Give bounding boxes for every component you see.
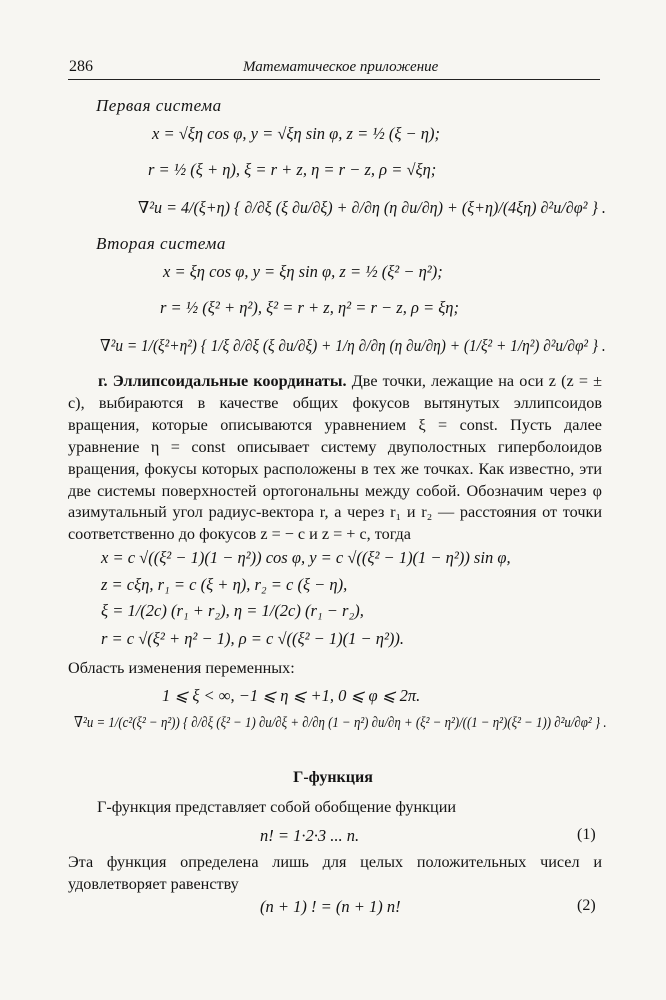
first-system-label: Первая система — [96, 96, 222, 115]
second-system-formula-1: x = ξη cos φ, y = ξη sin φ, z = ½ (ξ² − η²); — [163, 262, 443, 281]
first-system-formula-2: r = ½ (ξ + η), ξ = r + z, η = r − z, ρ = √ξη; — [148, 160, 437, 179]
variable-range: 1 ⩽ ξ < ∞, −1 ⩽ η ⩽ +1, 0 ⩽ φ ⩽ 2π. — [162, 686, 421, 705]
equation-number-2: (2) — [577, 897, 596, 914]
ellipsoidal-text: Две точки, лежащие на оси z (z = ± c), выбираются в качестве общих фокусов вытянутых эллипсоидов вращения, которые описываются уравнением ξ = const. Пусть далее уравнение η = const описывает систему двуполостных гиперболоидов вращения, фокусы которых расположены в тех же точках. Как известно, эти две системы поверхностей ортогональны между собой. Обозначим через φ азимутальный угол радиус-вектора r, а через r₁ и r₂ — расстояния от точки соответственно до фокусов z = − c и z = + c, тогда — [68, 372, 603, 544]
second-system-label: Вторая система — [96, 234, 226, 253]
gamma-paragraph: Эта функция определена лишь для целых положительных чисел и удовлетворяет равенству — [68, 853, 602, 893]
second-system-formula-2: r = ½ (ξ² + η²), ξ² = r + z, η² = r − z, ρ = ξη; — [160, 298, 459, 317]
factorial-equation: n! = 1·2·3 ... n. — [260, 826, 360, 845]
ellipsoidal-formula-4: r = c √(ξ² + η² − 1), ρ = c √((ξ² − 1)(1 − η²)). — [101, 629, 405, 648]
gamma-intro: Г-функция представляет собой обобщение функции — [97, 798, 457, 816]
recurrence-equation: (n + 1) ! = (n + 1) n! — [260, 897, 401, 916]
ellipsoidal-paragraph — [68, 371, 602, 546]
ellipsoidal-laplacian: ∇²u = 1/(c²(ξ² − η²)) { ∂/∂ξ (ξ² − 1) ∂u/∂ξ + ∂/∂η (1 − η²) ∂u/∂η + (ξ² − η²)/((1 − η²)(ξ² − 1)) ∂²u/∂φ² } . — [74, 715, 607, 731]
first-system-laplacian: ∇²u = 4/(ξ+η) { ∂/∂ξ (ξ ∂u/∂ξ) + ∂/∂η (η ∂u/∂η) + (ξ+η)/(4ξη) ∂²u/∂φ² } . — [138, 198, 606, 217]
equation-number-1: (1) — [577, 826, 596, 843]
page-number: 286 — [69, 58, 93, 75]
ellipsoidal-heading: г. Эллипсоидальные координаты. — [98, 372, 347, 390]
range-label: Область изменения переменных: — [68, 659, 295, 677]
running-title: Математическое приложение — [243, 59, 439, 75]
second-system-laplacian: ∇²u = 1/(ξ²+η²) { 1/ξ ∂/∂ξ (ξ ∂u/∂ξ) + 1/η ∂/∂η (η ∂u/∂η) + (1/ξ² + 1/η²) ∂²u/∂φ² } . — [100, 336, 606, 355]
ellipsoidal-formula-3: ξ = 1/(2c) (r₁ + r₂), η = 1/(2c) (r₁ − r₂), — [101, 601, 364, 620]
header-rule — [68, 79, 600, 80]
first-system-formula-1: x = √ξη cos φ, y = √ξη sin φ, z = ½ (ξ − η); — [152, 124, 440, 143]
gamma-heading: Г-функция — [293, 769, 373, 786]
ellipsoidal-formula-2: z = cξη, r₁ = c (ξ + η), r₂ = c (ξ − η), — [101, 575, 348, 594]
ellipsoidal-formula-1: x = c √((ξ² − 1)(1 − η²)) cos φ, y = c √((ξ² − 1)(1 − η²)) sin φ, — [101, 548, 511, 567]
